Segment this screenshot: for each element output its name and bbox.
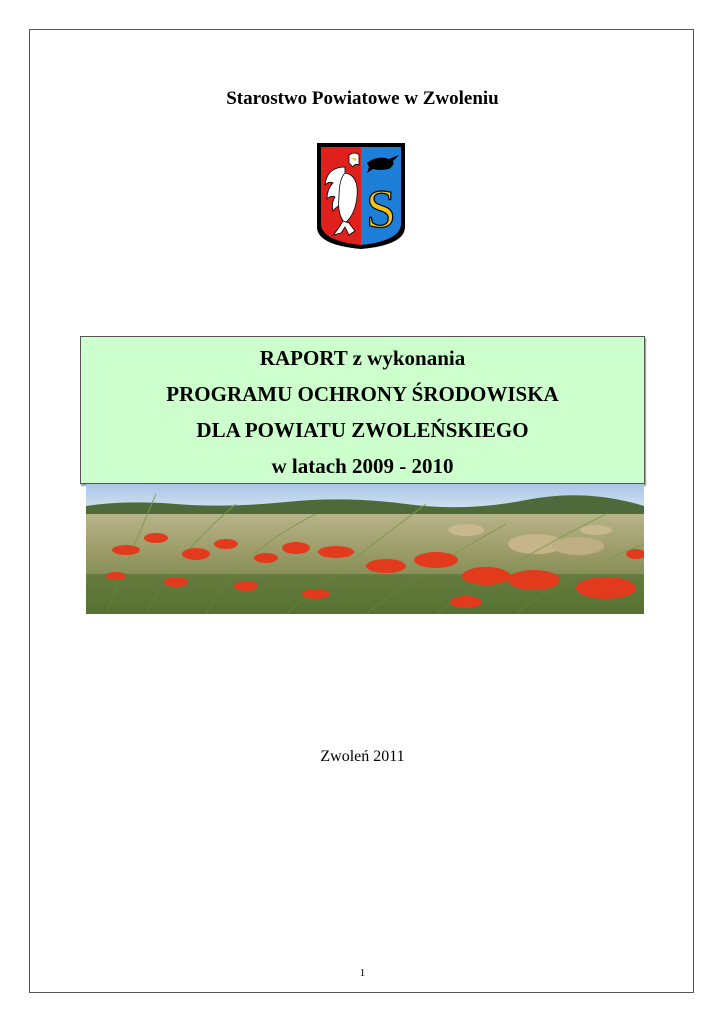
- title-line-1: RAPORT z wykonania: [259, 346, 466, 370]
- emblem-letter: S: [365, 179, 397, 239]
- place-date: Zwoleń 2011: [320, 748, 405, 765]
- coat-of-arms-icon: [315, 141, 407, 251]
- title-line-4: w latach 2009 - 2010: [271, 454, 454, 478]
- title-line-2: PROGRAMU OCHRONY ŚRODOWISKA: [166, 382, 559, 406]
- title-line-3: DLA POWIATU ZWOLEŃSKIEGO: [196, 418, 529, 442]
- page-number: 1: [359, 967, 366, 979]
- organization-name: Starostwo Powiatowe w Zwoleniu: [226, 88, 499, 109]
- poppy-field-photo: [86, 484, 644, 614]
- title-box: [80, 336, 645, 484]
